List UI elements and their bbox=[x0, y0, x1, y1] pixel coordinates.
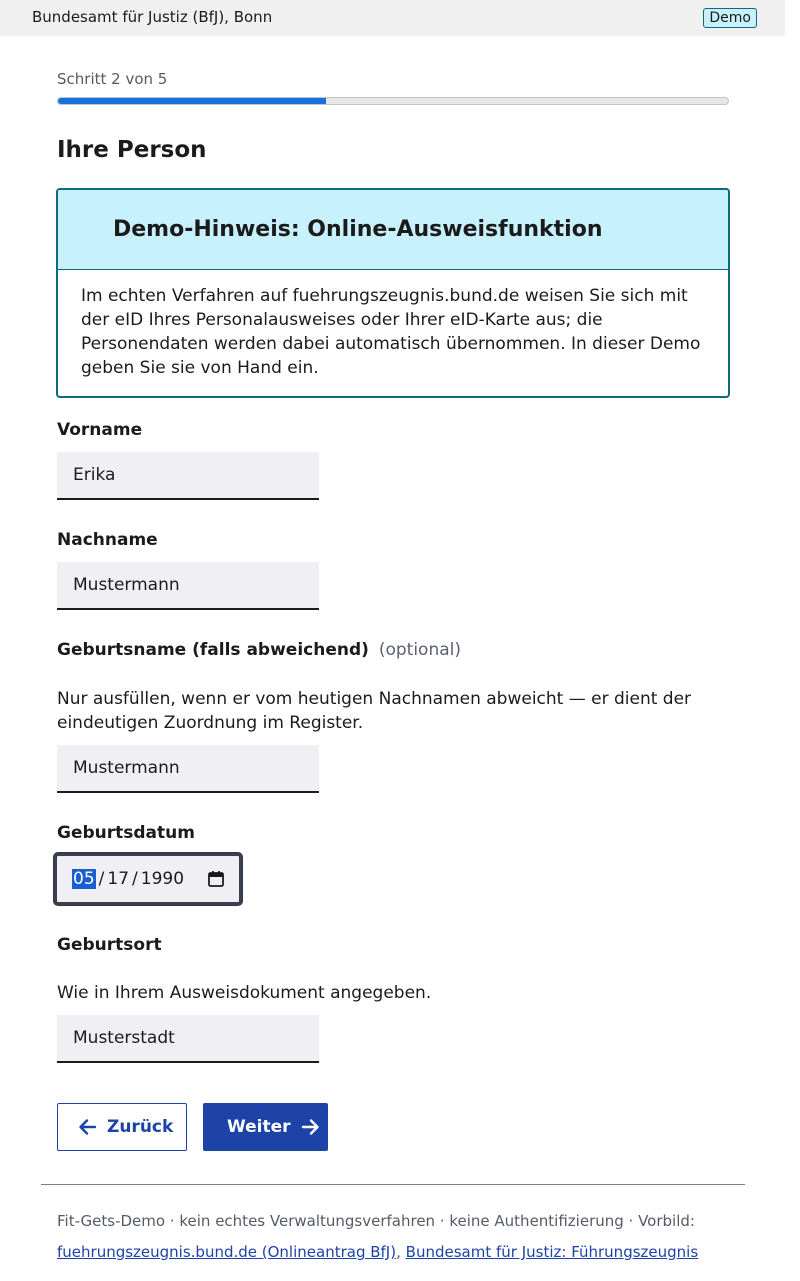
field-vorname bbox=[57, 420, 729, 500]
demo-badge: Demo bbox=[703, 8, 757, 28]
geburtsort-label: Geburtsort bbox=[57, 935, 162, 955]
footer-separator: , bbox=[396, 1243, 401, 1261]
geburtsname-hint: Nur ausfüllen, wenn er vom heutigen Nachnamen abweicht — er dient der eindeutigen Zuordnung im Register. bbox=[57, 689, 692, 733]
back-button-label: Zurück bbox=[107, 1117, 174, 1137]
page-footer bbox=[57, 1206, 737, 1268]
next-button-label: Weiter bbox=[227, 1117, 291, 1137]
top-bar bbox=[0, 0, 785, 36]
notice-body: Im echten Verfahren auf fuehrungszeugnis.bund.de weisen Sie sich mit der eID Ihres Personalausweises oder Ihrer eID-Karte aus; die Personendaten werden dabei automatisch übernommen. In dieser Demo geben Sie sie von Hand ein. bbox=[81, 286, 701, 378]
arrow-left-icon bbox=[77, 1117, 97, 1137]
field-nachname bbox=[57, 530, 729, 610]
date-separator: / bbox=[132, 869, 138, 889]
field-geburtsdatum bbox=[57, 823, 729, 905]
main-content bbox=[57, 60, 729, 1151]
notice-title: Demo-Hinweis: Online-Ausweisfunktion bbox=[58, 190, 728, 270]
optional-marker: (optional) bbox=[378, 640, 461, 660]
geburtsname-input[interactable] bbox=[57, 745, 319, 793]
footer-text: Fit-Gets-Demo · kein echtes Verwaltungsverfahren · keine Authentifizierung · Vorbild: bbox=[57, 1212, 695, 1230]
demo-notice bbox=[56, 188, 730, 398]
date-separator: / bbox=[98, 869, 105, 889]
page-title: Ihre Person bbox=[57, 137, 207, 163]
nachname-label: Nachname bbox=[57, 530, 158, 550]
arrow-right-icon bbox=[301, 1117, 321, 1137]
progress-bar bbox=[57, 97, 729, 105]
date-day-segment[interactable]: 17 bbox=[107, 869, 130, 889]
geburtsdatum-input[interactable] bbox=[54, 853, 242, 905]
date-month-segment[interactable]: 05 bbox=[73, 869, 95, 889]
back-button[interactable] bbox=[57, 1103, 187, 1151]
footer-divider bbox=[41, 1184, 745, 1185]
progress-bar-fill bbox=[58, 98, 326, 104]
date-year-segment[interactable]: 1990 bbox=[140, 869, 185, 889]
geburtsort-input[interactable] bbox=[57, 1015, 319, 1063]
field-geburtsname bbox=[57, 640, 729, 793]
form-actions bbox=[57, 1103, 729, 1151]
vorname-label: Vorname bbox=[57, 420, 143, 440]
footer-link-onlineantrag[interactable]: fuehrungszeugnis.bund.de (Onlineantrag BfJ) bbox=[57, 1243, 397, 1261]
geburtsname-label-text: Geburtsname (falls abweichend) bbox=[57, 640, 369, 660]
geburtsdatum-label: Geburtsdatum bbox=[57, 823, 195, 843]
geburtsname-label bbox=[57, 640, 729, 660]
agency-name: Bundesamt für Justiz (BfJ), Bonn bbox=[32, 8, 273, 26]
next-button[interactable] bbox=[203, 1103, 328, 1151]
footer-link-bfj[interactable]: Bundesamt für Justiz: Führungszeugnis bbox=[405, 1243, 699, 1261]
step-indicator: Schritt 2 von 5 bbox=[57, 70, 168, 88]
calendar-icon[interactable] bbox=[207, 870, 225, 888]
field-geburtsort bbox=[57, 935, 729, 1063]
geburtsort-hint: Wie in Ihrem Ausweisdokument angegeben. bbox=[57, 983, 432, 1003]
vorname-input[interactable] bbox=[57, 452, 319, 500]
nachname-input[interactable] bbox=[57, 562, 319, 610]
